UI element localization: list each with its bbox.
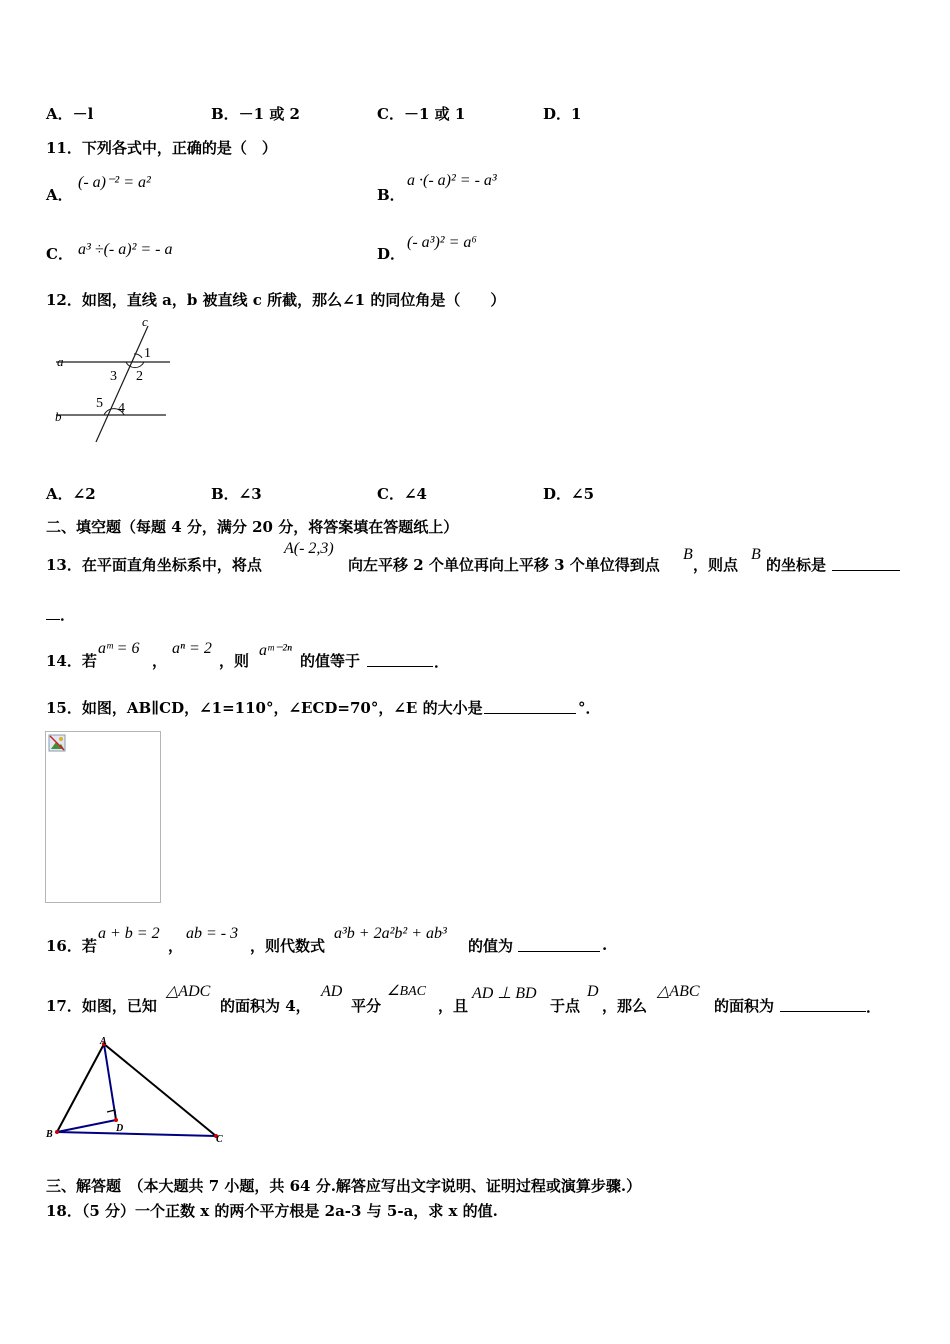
q14-sep: ， bbox=[152, 652, 168, 670]
q18-text: 18．（5 分）一个正数 x 的两个平方根是 2a-3 与 5-a，求 x 的值. bbox=[46, 1202, 498, 1220]
q17-end: ． bbox=[866, 998, 882, 1016]
q15-stem: 15．如图，AB∥CD，∠1=110°，∠ECD=70°，∠E 的大小是 bbox=[46, 699, 483, 717]
q10-option-d: D．1 bbox=[543, 105, 582, 123]
q11-expr-a: (- a)⁻² = a² bbox=[78, 174, 151, 191]
q14-expr2: aⁿ = 2 bbox=[172, 640, 212, 657]
q10-option-a: A．－l bbox=[46, 105, 94, 123]
q13-blank-line1[interactable] bbox=[832, 553, 900, 571]
vertex-b bbox=[55, 1130, 59, 1134]
q11-label-d: D． bbox=[377, 245, 406, 263]
segment-bd bbox=[57, 1120, 116, 1132]
q16-expr2: ab = - 3 bbox=[186, 925, 239, 942]
q17-tri1: △ADC bbox=[166, 983, 211, 1000]
q17-t2: 平分 bbox=[351, 997, 382, 1015]
section3-title: 三、解答题 （本大题共 7 小题，共 64 分.解答应写出文字说明、证明过程或演算步骤.） bbox=[46, 1177, 642, 1195]
q17-ad: AD bbox=[321, 983, 343, 1000]
q16-blank[interactable] bbox=[518, 934, 600, 952]
segment-ad bbox=[104, 1044, 116, 1120]
side-ab bbox=[57, 1044, 104, 1132]
q14-expr1: aᵐ = 6 bbox=[98, 640, 140, 657]
side-bc bbox=[57, 1132, 216, 1136]
q12-option-d: D．∠5 bbox=[543, 485, 595, 503]
q15-blank[interactable] bbox=[484, 696, 576, 714]
angle-arc-upper bbox=[126, 362, 144, 368]
q11-expr-c: a³ ÷(- a)² = - a bbox=[78, 241, 173, 258]
vertex-d bbox=[114, 1118, 118, 1122]
q14-expr3: aᵐ⁻²ⁿ bbox=[259, 642, 292, 659]
label-c: c bbox=[142, 314, 148, 329]
q13-point-b: B bbox=[683, 546, 693, 563]
label-b: b bbox=[55, 409, 62, 424]
q16-expr1: a + b = 2 bbox=[98, 925, 160, 942]
broken-image-icon bbox=[48, 734, 68, 754]
q17-angle: ∠BAC bbox=[387, 984, 426, 999]
q17-blank[interactable] bbox=[780, 994, 866, 1012]
q10-option-c: C．－1 或 1 bbox=[377, 105, 466, 123]
q14-blank[interactable] bbox=[367, 649, 433, 667]
label-5: 5 bbox=[96, 396, 103, 411]
q13-part1: 13．在平面直角坐标系中，将点 bbox=[46, 556, 262, 574]
q13-end: ． bbox=[60, 606, 76, 624]
q16-end: . bbox=[602, 936, 608, 954]
line-c bbox=[96, 326, 148, 442]
q11-stem: 11．下列各式中，正确的是（ ） bbox=[46, 139, 277, 157]
label-4: 4 bbox=[118, 401, 125, 416]
label-a: a bbox=[57, 354, 64, 369]
q16-num: 16．若 bbox=[46, 937, 97, 955]
q15-broken-image bbox=[45, 731, 161, 903]
section2-title: 二、填空题（每题 4 分，满分 20 分，将答案填在答题纸上） bbox=[46, 518, 459, 536]
q12-option-a: A．∠2 bbox=[46, 485, 96, 503]
q11-expr-d: (- a³)² = a⁶ bbox=[407, 234, 477, 251]
q11-expr-b: a ·(- a)² = - a³ bbox=[407, 172, 497, 189]
q16-sep: ， bbox=[168, 937, 184, 955]
q17-t1: 的面积为 4， bbox=[220, 997, 311, 1015]
q12-figure bbox=[48, 314, 178, 446]
label-A: A bbox=[100, 1036, 107, 1047]
label-D: D bbox=[116, 1123, 124, 1134]
q17-num: 17．如图，已知 bbox=[46, 997, 157, 1015]
q12-option-b: B．∠3 bbox=[211, 485, 262, 503]
label-3: 3 bbox=[110, 369, 117, 384]
q15-end: °． bbox=[578, 699, 601, 717]
q12-stem: 12．如图，直线 a，b 被直线 c 所截，那么∠1 的同位角是（ ） bbox=[46, 291, 506, 309]
q16-tail: 的值为 bbox=[468, 937, 514, 955]
q17-tri2: △ABC bbox=[657, 983, 700, 1000]
q11-label-a: A． bbox=[46, 186, 73, 204]
q17-t6: 的面积为 bbox=[714, 997, 775, 1015]
q17-t4: 于点 bbox=[550, 997, 581, 1015]
q13-point-a: A(- 2,3) bbox=[284, 540, 334, 557]
q17-pd: D bbox=[587, 983, 599, 1000]
q13-part2: 向左平移 2 个单位再向上平移 3 个单位得到点 bbox=[348, 556, 660, 574]
q10-option-b: B．－1 或 2 bbox=[211, 105, 300, 123]
q14-then: ，则 bbox=[219, 652, 250, 670]
label-B: B bbox=[46, 1129, 53, 1140]
q13-blank-line2[interactable] bbox=[46, 602, 60, 620]
label-1: 1 bbox=[144, 346, 151, 361]
q14-tail: 的值等于 bbox=[300, 652, 361, 670]
q16-then: ，则代数式 bbox=[250, 937, 326, 955]
q14-num: 14．若 bbox=[46, 652, 97, 670]
q11-label-c: C． bbox=[46, 245, 73, 263]
q13-point-b2: B bbox=[751, 546, 761, 563]
q11-label-b: B． bbox=[377, 186, 405, 204]
q17-figure bbox=[44, 1036, 230, 1148]
q17-t5: ，那么 bbox=[602, 997, 648, 1015]
label-2: 2 bbox=[136, 369, 143, 384]
q12-option-c: C．∠4 bbox=[377, 485, 427, 503]
q17-perp: AD ⊥ BD bbox=[472, 985, 537, 1002]
q14-end: ． bbox=[434, 653, 450, 671]
q16-expr3: a³b + 2a²b² + ab³ bbox=[334, 925, 447, 942]
label-C: C bbox=[216, 1134, 223, 1145]
q13-part3: ，则点 bbox=[693, 556, 739, 574]
q13-part4: 的坐标是 bbox=[766, 556, 827, 574]
q17-t3: ，且 bbox=[438, 997, 469, 1015]
